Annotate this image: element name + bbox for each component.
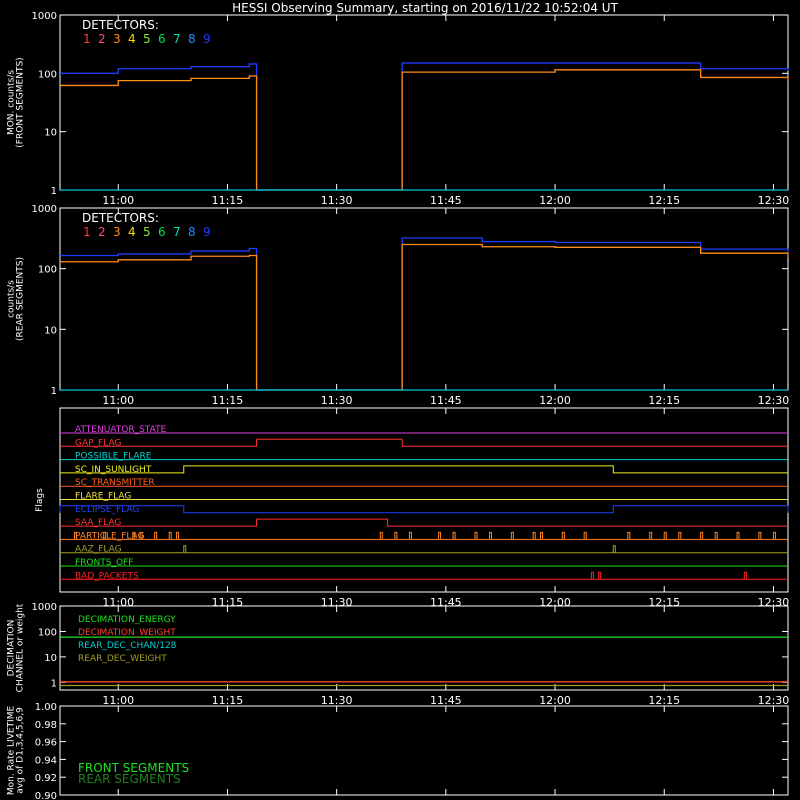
y-tick-label: 1000 [31, 204, 57, 215]
legend-entry: REAR_DEC_CHAN/128 [78, 641, 177, 651]
y-axis-label: MON. counts/s [6, 69, 17, 136]
x-tick-label: 11:15 [211, 194, 244, 207]
detector-label: 1 [83, 225, 91, 239]
x-tick-label: 12:30 [757, 596, 790, 609]
legend-entry: REAR SEGMENTS [78, 772, 181, 786]
y-tick-label: 100 [37, 69, 57, 81]
y-tick-label: 10 [44, 325, 57, 337]
detector-label: 2 [98, 225, 106, 239]
detector-label: 4 [128, 225, 136, 239]
detector-label: 2 [98, 32, 106, 46]
legend-entry: DECIMATION_ENERGY [78, 615, 176, 625]
y-axis-label: CHANNEL or weight [15, 603, 26, 693]
y-tick-label: 1.00 [34, 702, 57, 713]
x-tick-label: 11:45 [429, 194, 462, 207]
y-axis-label: (FRONT SEGMENTS) [15, 57, 26, 148]
flag-label: FLARE_FLAG [75, 491, 132, 502]
x-tick-label: 11:15 [211, 694, 244, 707]
x-tick-label: 11:00 [102, 694, 135, 707]
x-tick-label: 12:15 [648, 394, 681, 407]
x-tick-label: 11:00 [102, 394, 135, 407]
flag-label: ATTENUATOR_STATE [75, 425, 167, 435]
x-tick-label: 11:30 [320, 194, 353, 207]
y-tick-label: 10 [44, 652, 57, 664]
y-tick-label: 1 [50, 386, 57, 397]
detector-label: 9 [203, 225, 211, 239]
x-tick-label: 11:30 [320, 596, 353, 609]
x-tick-label: 12:15 [648, 194, 681, 207]
flag-label: POSSIBLE_FLARE [75, 451, 152, 462]
y-tick-label: 1 [50, 678, 57, 690]
x-tick-label: 11:45 [429, 596, 462, 609]
detector-label: 9 [203, 32, 211, 46]
y-tick-label: 0.92 [34, 773, 57, 785]
x-tick-label: 11:45 [429, 394, 462, 407]
detector-label: 6 [158, 32, 166, 46]
x-tick-label: 11:30 [320, 694, 353, 707]
y-axis-label: Mon. Rate LIVETIME [6, 705, 17, 796]
x-tick-label: 11:15 [211, 596, 244, 609]
flag-label: FRONTS_OFF [75, 558, 134, 568]
x-tick-label: 12:15 [648, 596, 681, 609]
x-tick-label: 11:00 [102, 194, 135, 207]
detector-label: 7 [173, 32, 181, 46]
flag-label: PARTICLE_FLAG [75, 531, 145, 542]
x-tick-label: 12:30 [757, 194, 790, 207]
x-tick-label: 12:00 [539, 694, 571, 707]
y-tick-label: 1000 [31, 11, 57, 22]
flag-label: SAA_FLAG [75, 518, 122, 529]
detector-label: 1 [83, 32, 91, 46]
x-tick-label: 12:00 [539, 596, 571, 609]
x-tick-label: 12:00 [539, 394, 571, 407]
detector-label: 4 [128, 32, 136, 46]
detector-label: 3 [113, 32, 121, 46]
y-tick-label: 0.98 [34, 719, 57, 731]
y-axis-label: Flags [35, 488, 45, 512]
y-tick-label: 0.90 [34, 791, 57, 800]
detector-label: 8 [188, 32, 196, 46]
y-tick-label: 1000 [31, 602, 57, 613]
detector-label: 5 [143, 225, 151, 239]
y-axis-label: counts/s [6, 280, 17, 318]
detector-label: 8 [188, 225, 196, 239]
detector-label: 7 [173, 225, 181, 239]
x-tick-label: 11:30 [320, 394, 353, 407]
legend-title: DETECTORS: [82, 18, 159, 32]
detector-label: 5 [143, 32, 151, 46]
x-tick-label: 11:15 [211, 394, 244, 407]
y-tick-label: 1 [50, 186, 57, 197]
legend-entry: REAR_DEC_WEIGHT [78, 654, 167, 664]
flag-label: SC_TRANSMITTER [75, 478, 155, 489]
flag-label: AAZ_FLAG [75, 544, 122, 555]
x-tick-label: 12:30 [757, 394, 790, 407]
flag-label: ECLIPSE_FLAG [75, 504, 140, 515]
y-tick-label: 100 [37, 264, 57, 276]
y-axis-label: DECIMATION [6, 619, 17, 677]
detector-label: 3 [113, 225, 121, 239]
x-tick-label: 11:00 [102, 596, 135, 609]
y-tick-label: 0.94 [34, 755, 57, 767]
flag-label: BAD_PACKETS [75, 571, 139, 582]
y-tick-label: 0.96 [34, 737, 57, 749]
x-tick-label: 12:15 [648, 694, 681, 707]
legend-entry: DECIMATION_WEIGHT [78, 628, 176, 638]
y-tick-label: 10 [44, 127, 57, 139]
legend-title: DETECTORS: [82, 211, 159, 225]
y-tick-label: 100 [37, 627, 57, 639]
flag-label: SC_IN_SUNLIGHT [75, 464, 152, 475]
y-axis-label: (REAR SEGMENTS) [15, 256, 26, 342]
detector-label: 6 [158, 225, 166, 239]
flag-label: GAP_FLAG [75, 438, 122, 449]
y-axis-label: avg of D1,3,4,5,6,9 [15, 707, 26, 794]
chart-title: HESSI Observing Summary, starting on 2016/11/22 10:52:04 UT [232, 1, 618, 15]
legend-entry: FRONT SEGMENTS [78, 761, 190, 775]
x-tick-label: 12:30 [757, 694, 790, 707]
x-tick-label: 12:00 [539, 194, 571, 207]
x-tick-label: 11:45 [429, 694, 462, 707]
